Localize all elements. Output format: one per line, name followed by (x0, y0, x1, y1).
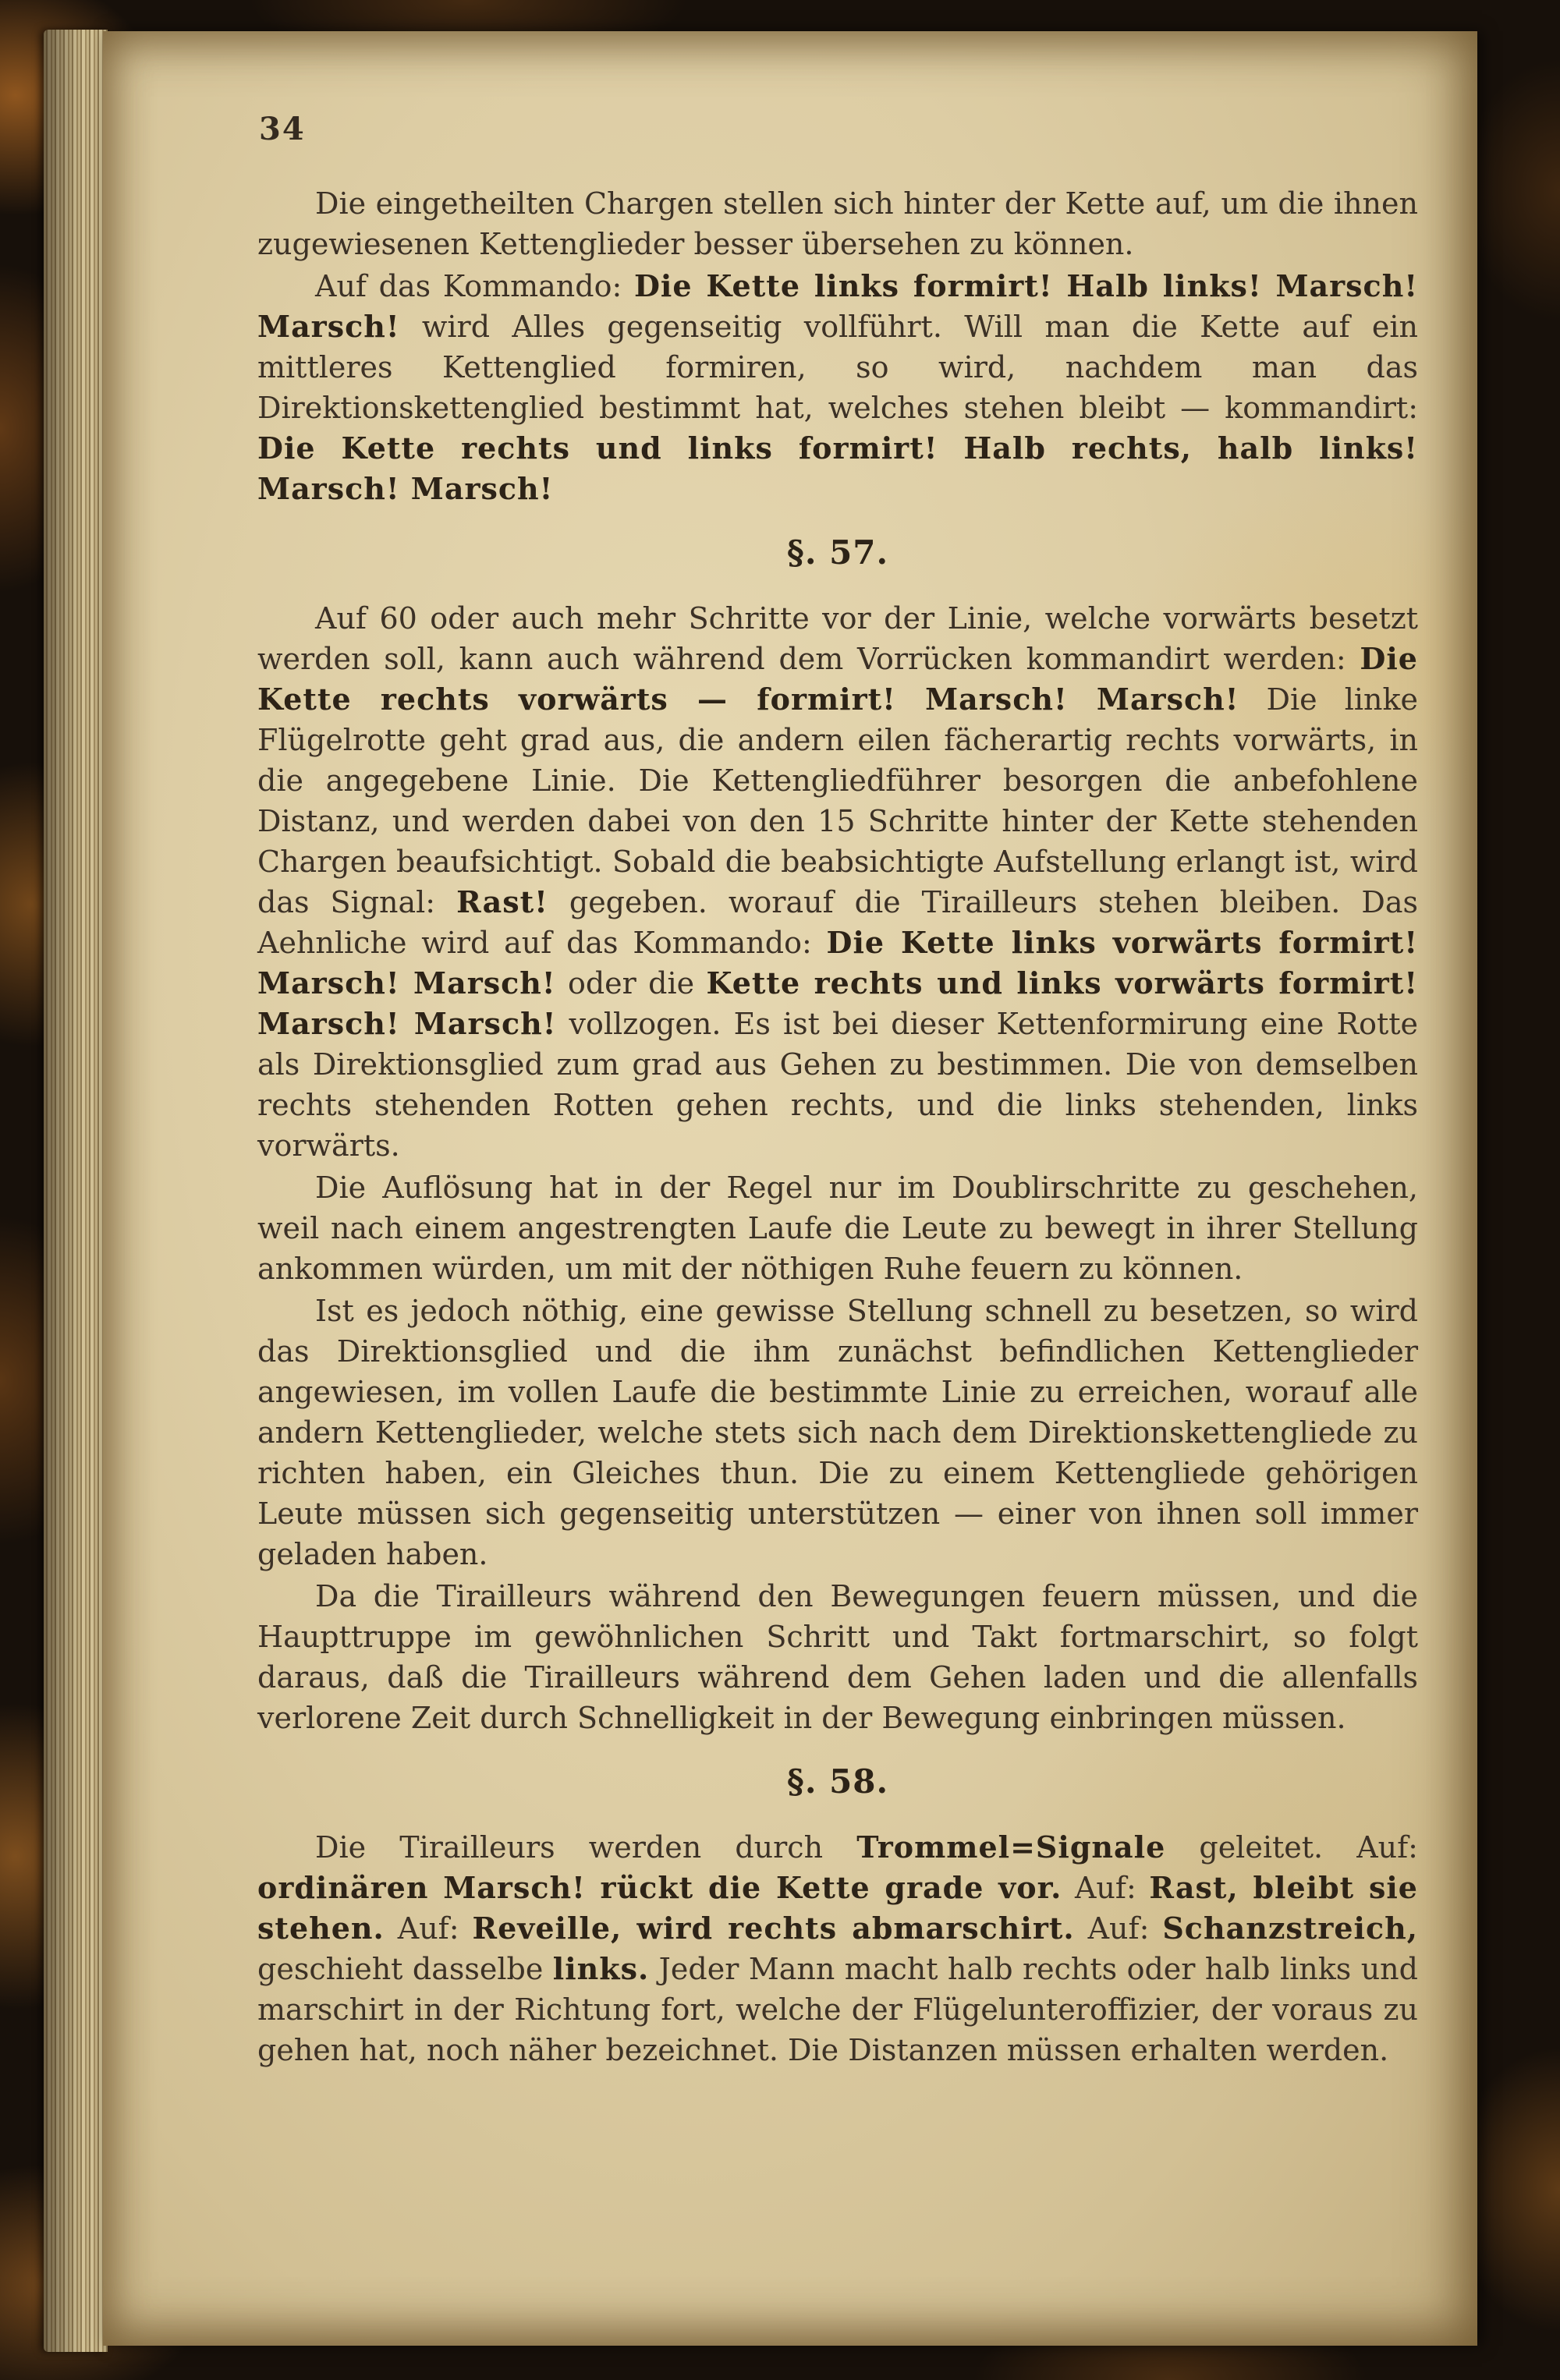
emphasized-text: Trommel=Signale (856, 1829, 1166, 1865)
emphasized-text: Rast, bleibt sie stehen. (257, 1870, 1418, 1946)
body-text: Die eingetheilten Chargen stellen sich hinter der Kette auf, um die ihnen zugewiesenen Kettenglieder besser übersehen zu können. (257, 186, 1418, 261)
emphasized-text: §. 58. (786, 1762, 889, 1801)
paragraph (257, 1167, 1418, 1289)
body-text: Ist es jedoch nöthig, eine gewisse Stellung schnell zu besetzen, so wird das Direktionsglied und die ihm zunächst befindlichen Kettenglieder angewiesen, im vollen Laufe die bestimmte Linie zu erreichen, worauf alle andern Kettenglieder, welche stets sich nach dem Direktionskettengliede zu richten haben, ein Gleiches thun. Die zu einem Kettengliede gehörigen Leute müssen sich gegenseitig unterstützen — einer von ihnen soll immer geladen haben. (257, 1294, 1418, 1571)
body-text: wird Alles gegenseitig vollführt. Will man die Kette auf ein mittleres Kettenglied formiren, so wird, nachdem man das Direktionskettenglied bestimmt hat, welches stehen bleibt — kommandirt: (257, 310, 1418, 425)
body-text: Da die Tirailleurs während den Bewegungen feuern müssen, und die Haupttruppe im gewöhnlichen Schritt und Takt fortmarschirt, so folgt daraus, daß die Tirailleurs während dem Gehen laden und die allenfalls verlorene Zeit durch Schnelligkeit in der Bewegung einbringen müssen. (257, 1579, 1418, 1735)
section-heading (257, 533, 1418, 573)
paragraph (257, 598, 1418, 1166)
emphasized-text: Rast! (456, 884, 548, 919)
body-text: Jeder Mann macht halb rechts oder halb links und marschirt in der Richtung fort, welche der Flügelunteroffizier, der voraus zu gehen hat, noch näher bezeichnet. Die Distanzen müssen erhalten werden. (257, 1952, 1418, 2067)
emphasized-text: Die Kette links vorwärts formirt! Marsch! Marsch! (257, 925, 1418, 1001)
book-page (103, 31, 1477, 2346)
emphasized-text: Reveille, wird rechts abmarschirt. (472, 1911, 1075, 1946)
emphasized-text: Schanzstreich, (1162, 1911, 1418, 1946)
body-text: Die Tirailleurs werden durch (315, 1830, 857, 1865)
paragraph (257, 266, 1418, 509)
body-text: geschieht dasselbe (257, 1952, 553, 1986)
body-text: Die Auflösung hat in der Regel nur im Doublirschritte zu geschehen, weil nach einem angestrengten Laufe die Leute zu bewegt in ihrer Stellung ankommen würden, um mit der nöthigen Ruhe feuern zu können. (257, 1171, 1418, 1286)
emphasized-text: Die Kette rechts und links formirt! Halb rechts, halb links! Marsch! Marsch! (257, 430, 1418, 506)
emphasized-text: Die Kette links formirt! Halb links! Marsch! Marsch! (257, 268, 1418, 344)
sections-container (257, 183, 1418, 2070)
paragraph (257, 1827, 1418, 2070)
page-number: 34 (259, 111, 306, 147)
body-text: oder die (555, 966, 707, 1001)
text-block (257, 111, 1418, 2070)
body-text: vollzogen. Es ist bei dieser Kettenformirung eine Rotte als Direktionsglied zum grad aus Gehen zu bestimmen. Die von demselben rechts stehenden Rotten gehen rechts, und die links stehenden, links vorwärts. (257, 1007, 1419, 1163)
body-text: Auf: (384, 1911, 473, 1946)
emphasized-text: links. (552, 1951, 650, 1986)
section-heading (257, 1762, 1418, 1802)
paragraph (257, 1576, 1418, 1738)
body-text: Auf 60 oder auch mehr Schritte vor der Linie, welche vorwärts besetzt werden soll, kann auch während dem Vorrücken kommandirt werden: (257, 601, 1418, 676)
body-text: Auf: (1062, 1871, 1150, 1905)
paragraph (257, 183, 1418, 264)
body-text: Auf das Kommando: (315, 269, 634, 303)
emphasized-text: ordinären Marsch! rückt die Kette grade vor. (257, 1870, 1062, 1905)
body-text: Die linke Flügelrotte geht grad aus, die andern eilen fächerartig rechts vorwärts, in die angegebene Linie. Die Kettengliedführer besorgen die anbefohlene Distanz, und werden dabei von den 15 Schritte hinter der Kette stehenden Chargen beaufsichtigt. Sobald die beabsichtigte Aufstellung erlangt ist, wird das Signal: (257, 682, 1418, 919)
body-text: geleitet. Auf: (1165, 1830, 1418, 1865)
emphasized-text: Die Kette rechts vorwärts — formirt! Marsch! Marsch! (257, 641, 1418, 717)
emphasized-text: §. 57. (786, 533, 889, 572)
emphasized-text: Kette rechts und links vorwärts formirt! Marsch! Marsch! (257, 965, 1418, 1041)
paragraph (257, 1291, 1418, 1574)
body-text: gegeben. worauf die Tirailleurs stehen bleiben. Das Aehnliche wird auf das Kommando: (257, 885, 1418, 960)
page-stack-edges (44, 30, 108, 2352)
body-text: Auf: (1074, 1911, 1163, 1946)
